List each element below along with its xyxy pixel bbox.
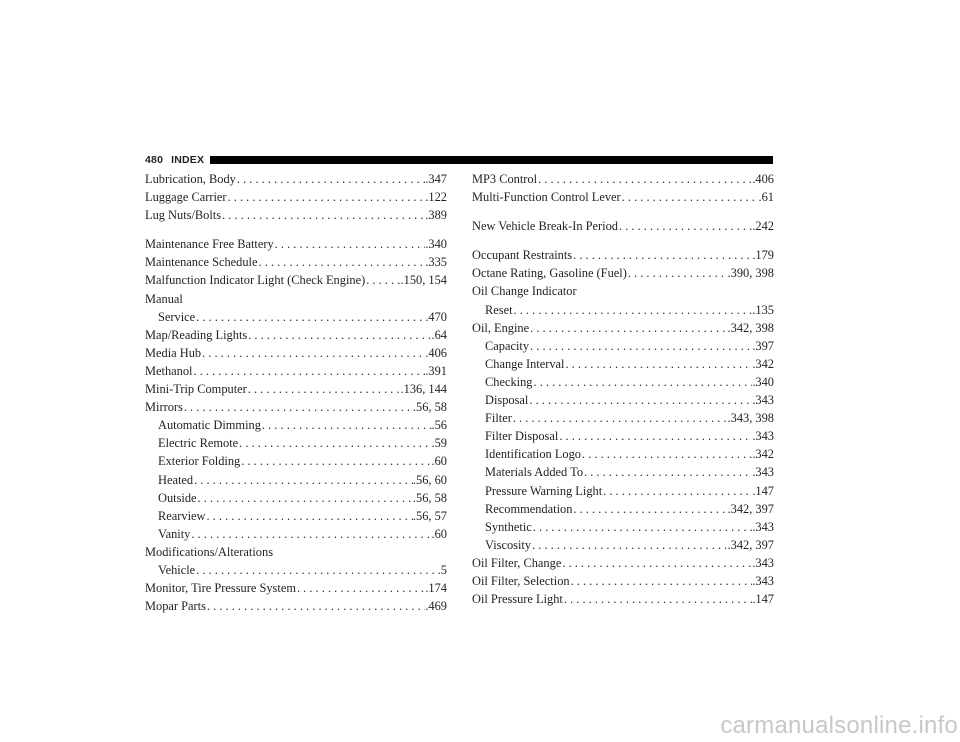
dot-leader [296, 579, 425, 597]
index-entry [145, 398, 447, 416]
dot-leader [238, 434, 431, 452]
dot-leader [512, 409, 728, 427]
index-subentry [472, 536, 774, 554]
index-entry [472, 188, 774, 206]
index-entry [472, 264, 774, 282]
entry-pages: .342 [752, 356, 774, 371]
dot-leader [563, 590, 752, 608]
index-subentry [472, 518, 774, 536]
entry-pages: .397 [752, 338, 774, 353]
index-subentry [472, 463, 774, 481]
dot-leader [365, 271, 400, 289]
index-entry [145, 597, 447, 615]
entry-label: Capacity [485, 338, 530, 353]
index-subentry [472, 337, 774, 355]
entry-pages: .347 [425, 172, 447, 186]
entry-pages: .469 [425, 599, 447, 614]
entry-pages: .343 [752, 393, 774, 408]
dot-leader [513, 301, 753, 319]
dot-leader [572, 500, 727, 518]
index-subentry [472, 391, 774, 409]
dot-leader [240, 452, 431, 470]
dot-leader [529, 337, 752, 355]
index-entry [472, 554, 774, 572]
index-entry [145, 170, 447, 188]
entry-pages: .389 [425, 208, 447, 223]
entry-label: Change Interval [485, 356, 565, 371]
dot-leader [195, 308, 425, 326]
index-entry [145, 380, 447, 398]
entry-pages: .391 [425, 363, 447, 378]
index-entry [145, 206, 447, 224]
dot-leader [561, 554, 752, 572]
header-rule [210, 156, 773, 164]
index-entry [472, 590, 774, 608]
page-header [145, 153, 773, 167]
dot-leader [183, 398, 413, 416]
entry-pages: .242 [752, 219, 774, 234]
dot-leader [558, 427, 752, 445]
entry-pages: .343 [752, 555, 774, 570]
index-column-left [145, 170, 447, 615]
dot-leader [618, 217, 752, 235]
entry-label: Electric Remote [158, 436, 239, 451]
entry-label: Mirrors [145, 400, 183, 415]
index-subentry [145, 525, 447, 543]
entry-label: Manual [145, 291, 183, 306]
index-subentry [145, 489, 447, 507]
index-subentry [472, 445, 774, 463]
index-heading [145, 290, 447, 308]
entry-pages: .342 [752, 447, 774, 462]
dot-leader [572, 246, 752, 264]
entry-label: Exterior Folding [158, 454, 241, 469]
entry-pages: .406 [752, 172, 774, 186]
index-entry [145, 579, 447, 597]
entry-label: Vehicle [158, 562, 196, 577]
dot-leader [528, 391, 752, 409]
index-entry [472, 217, 774, 235]
index-entry [145, 344, 447, 362]
index-heading [472, 282, 774, 300]
entry-label: Oil Pressure Light [472, 592, 563, 607]
index-entry [145, 253, 447, 271]
entry-pages: .150, 154 [400, 273, 447, 288]
dot-leader [190, 525, 431, 543]
entry-pages: .390, 398 [727, 266, 774, 281]
entry-label: Maintenance Schedule [145, 255, 258, 270]
index-heading [145, 543, 447, 561]
dot-leader [201, 344, 425, 362]
index-subentry [472, 301, 774, 319]
dot-leader [583, 463, 752, 481]
entry-label: Rearview [158, 508, 206, 523]
entry-label: Malfunction Indicator Light (Check Engine) [145, 273, 366, 288]
entry-pages: .56, 58 [412, 400, 447, 415]
dot-leader [564, 355, 752, 373]
entry-pages: .342, 397 [727, 537, 774, 552]
index-subentry [145, 507, 447, 525]
entry-label: Luggage Carrier [145, 190, 227, 205]
entry-label: Lug Nuts/Bolts [145, 208, 222, 223]
index-subentry [472, 427, 774, 445]
entry-pages: .335 [425, 255, 447, 270]
entry-label: Oil, Engine [472, 320, 530, 335]
entry-pages: .61 [758, 190, 774, 205]
entry-pages: .147 [752, 592, 774, 607]
index-entry [472, 319, 774, 337]
entry-label: Disposal [485, 393, 529, 408]
dot-leader [274, 235, 426, 253]
entry-pages: .174 [425, 581, 447, 596]
dot-leader [627, 264, 728, 282]
entry-pages: .56, 57 [412, 508, 447, 523]
entry-label: Materials Added To [485, 465, 584, 480]
index-column-right [472, 170, 774, 608]
dot-leader [533, 373, 753, 391]
index-entry [145, 188, 447, 206]
entry-label: Service [158, 309, 196, 324]
index-entry [145, 235, 447, 253]
dot-leader [247, 326, 431, 344]
index-entry [145, 271, 447, 289]
entry-label: Automatic Dimming [158, 418, 261, 433]
entry-label: Monitor, Tire Pressure System [145, 581, 296, 596]
entry-label: Oil Filter, Selection [472, 573, 570, 588]
entry-label: Methanol [145, 363, 193, 378]
entry-pages: .343 [752, 573, 774, 588]
entry-pages: .147 [752, 483, 774, 498]
entry-label: Lubrication, Body [145, 172, 236, 186]
entry-pages: .343, 398 [727, 411, 774, 426]
entry-pages: .470 [425, 309, 447, 324]
entry-label: Outside [158, 490, 197, 505]
index-subentry [472, 373, 774, 391]
entry-label: Filter [485, 411, 512, 426]
entry-label: Oil Change Indicator [472, 284, 577, 299]
entry-label: Map/Reading Lights [145, 327, 248, 342]
entry-pages: .56, 58 [412, 490, 447, 505]
entry-pages: .342, 397 [727, 501, 774, 516]
index-subentry [145, 561, 447, 579]
dot-leader [227, 188, 426, 206]
dot-leader [205, 507, 412, 525]
entry-label: Viscosity [485, 537, 532, 552]
dot-leader [206, 597, 425, 615]
entry-label: Checking [485, 374, 533, 389]
entry-pages: .136, 144 [400, 382, 447, 397]
entry-label: Media Hub [145, 345, 202, 360]
entry-pages: .60 [431, 526, 447, 541]
entry-pages: .340 [425, 237, 447, 252]
entry-label: New Vehicle Break-In Period [472, 219, 619, 234]
dot-leader [531, 536, 727, 554]
entry-pages: .343 [752, 519, 774, 534]
dot-leader [193, 471, 413, 489]
entry-pages: .342, 398 [727, 320, 774, 335]
dot-leader [570, 572, 753, 590]
entry-pages: .56, 60 [412, 472, 447, 487]
entry-pages: .60 [431, 454, 447, 469]
entry-label: Modifications/Alterations [145, 544, 274, 559]
entry-pages: .122 [425, 190, 447, 205]
index-entry [145, 362, 447, 380]
watermark: carmanualsonline.info [720, 712, 958, 739]
dot-leader [621, 188, 759, 206]
entry-pages: .135 [752, 302, 774, 317]
index-subentry [472, 500, 774, 518]
entry-pages: .5 [437, 562, 447, 577]
page-title: INDEX [171, 154, 205, 166]
dot-leader [195, 561, 438, 579]
index-entry [472, 170, 774, 188]
dot-leader [221, 206, 425, 224]
entry-pages: .179 [752, 248, 774, 263]
dot-leader [236, 170, 425, 188]
page-number: 480 [145, 154, 164, 166]
entry-pages: .340 [752, 374, 774, 389]
dot-leader [537, 170, 752, 188]
index-entry [472, 572, 774, 590]
entry-pages: .343 [752, 465, 774, 480]
entry-pages: .343 [752, 429, 774, 444]
index-entry [472, 246, 774, 264]
dot-leader [258, 253, 426, 271]
dot-leader [529, 319, 727, 337]
index-subentry [145, 308, 447, 326]
entry-label: Mini-Trip Computer [145, 382, 247, 397]
dot-leader [193, 362, 426, 380]
dot-leader [581, 445, 752, 463]
entry-label: Maintenance Free Battery [145, 237, 274, 252]
entry-pages: .406 [425, 345, 447, 360]
entry-label: Reset [485, 302, 513, 317]
dot-leader [261, 416, 432, 434]
entry-label: Octane Rating, Gasoline (Fuel) [472, 266, 627, 281]
entry-label: MP3 Control [472, 172, 538, 186]
entry-label: Vanity [158, 526, 191, 541]
index-subentry [472, 409, 774, 427]
index-subentry [472, 355, 774, 373]
entry-pages: .64 [431, 327, 447, 342]
entry-label: Identification Logo [485, 447, 581, 462]
entry-label: Mopar Parts [145, 599, 206, 614]
index-subentry [145, 434, 447, 452]
entry-label: Synthetic [485, 519, 532, 534]
index-subentry [145, 452, 447, 470]
entry-label: Occupant Restraints [472, 248, 573, 263]
dot-leader [197, 489, 413, 507]
entry-label: Recommendation [485, 501, 573, 516]
dot-leader [602, 482, 752, 500]
entry-label: Heated [158, 472, 194, 487]
index-subentry [472, 482, 774, 500]
index-subentry [145, 471, 447, 489]
index-entry [145, 326, 447, 344]
entry-label: Oil Filter, Change [472, 555, 562, 570]
index-subentry [145, 416, 447, 434]
entry-pages: .59 [431, 436, 447, 451]
entry-label: Multi-Function Control Lever [472, 190, 621, 205]
dot-leader [247, 380, 401, 398]
entry-pages: .56 [431, 418, 447, 433]
entry-label: Filter Disposal [485, 429, 559, 444]
dot-leader [532, 518, 753, 536]
entry-label: Pressure Warning Light [485, 483, 603, 498]
